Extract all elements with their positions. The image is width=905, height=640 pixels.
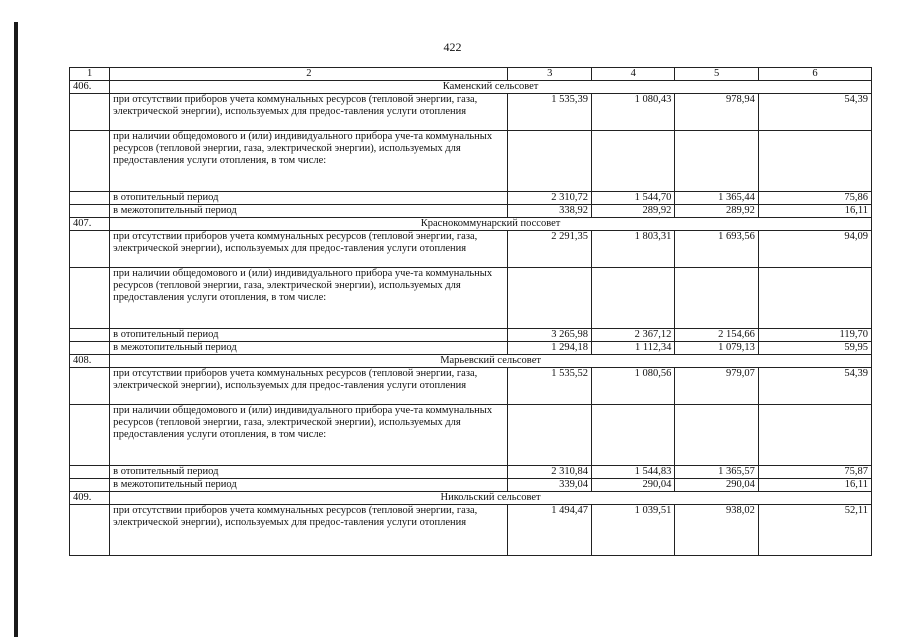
section-number: 406. bbox=[70, 81, 110, 94]
row-number-cell bbox=[70, 231, 110, 268]
row-description: при отсутствии приборов учета коммунальных ресурсов (тепловой энергии, газа, электрической энергии), используемых для предос-тавления услуги отопления bbox=[110, 368, 508, 405]
tariff-value-col-6 bbox=[758, 131, 871, 192]
tariff-value-col-3: 1 494,47 bbox=[508, 505, 591, 556]
table-row bbox=[70, 479, 872, 492]
tariff-value-col-4: 1 112,34 bbox=[591, 342, 674, 355]
page-number: 422 bbox=[443, 40, 462, 54]
tariff-value-col-6: 59,95 bbox=[758, 342, 871, 355]
tariff-value-col-4: 290,04 bbox=[591, 479, 674, 492]
tariff-value-col-6: 94,09 bbox=[758, 231, 871, 268]
column-number-row bbox=[70, 68, 872, 81]
row-number-cell bbox=[70, 342, 110, 355]
tariff-value-col-5: 938,02 bbox=[675, 505, 758, 556]
section-number: 409. bbox=[70, 492, 110, 505]
tariff-value-col-5: 1 365,44 bbox=[675, 192, 758, 205]
row-number-cell bbox=[70, 192, 110, 205]
table-row bbox=[70, 466, 872, 479]
tariff-value-col-5 bbox=[675, 268, 758, 329]
table-row bbox=[70, 342, 872, 355]
row-description: при отсутствии приборов учета коммунальных ресурсов (тепловой энергии, газа, электрической энергии), используемых для предос-тавления услуги отопления bbox=[110, 231, 508, 268]
row-description: в отопительный период bbox=[110, 466, 508, 479]
tariff-value-col-3: 339,04 bbox=[508, 479, 591, 492]
table-row bbox=[70, 368, 872, 405]
row-number-cell bbox=[70, 268, 110, 329]
tariff-value-col-3 bbox=[508, 268, 591, 329]
row-description: при наличии общедомового и (или) индивидуального прибора уче-та коммунальных ресурсов (тепловой энергии, газа, электрической энергии), используемых для предоставления услуги отопления, в том числе: bbox=[110, 405, 508, 466]
table-body bbox=[70, 81, 872, 556]
row-number-cell bbox=[70, 94, 110, 131]
row-number-cell bbox=[70, 466, 110, 479]
tariff-value-col-4 bbox=[591, 131, 674, 192]
tariff-value-col-5 bbox=[675, 131, 758, 192]
table-row bbox=[70, 205, 872, 218]
tariff-value-col-4: 1 080,43 bbox=[591, 94, 674, 131]
tariff-value-col-3: 1 535,39 bbox=[508, 94, 591, 131]
row-number-cell bbox=[70, 368, 110, 405]
section-header-row bbox=[70, 81, 872, 94]
section-number: 407. bbox=[70, 218, 110, 231]
tariff-value-col-5: 2 154,66 bbox=[675, 329, 758, 342]
section-header-row bbox=[70, 355, 872, 368]
tariff-value-col-6: 75,86 bbox=[758, 192, 871, 205]
table-row bbox=[70, 131, 872, 192]
column-header: 4 bbox=[591, 68, 674, 81]
tariff-value-col-3: 2 310,72 bbox=[508, 192, 591, 205]
tariff-value-col-6: 54,39 bbox=[758, 368, 871, 405]
row-description: при наличии общедомового и (или) индивидуального прибора уче-та коммунальных ресурсов (тепловой энергии, газа, электрической энергии), используемых для предоставления услуги отопления, в том числе: bbox=[110, 131, 508, 192]
table-row bbox=[70, 192, 872, 205]
section-title: Никольский сельсовет bbox=[110, 492, 872, 505]
row-description: при отсутствии приборов учета коммунальных ресурсов (тепловой энергии, газа, электрической энергии), используемых для предос-тавления услуги отопления bbox=[110, 94, 508, 131]
section-title: Краснокоммунарский поссовет bbox=[110, 218, 872, 231]
column-header: 3 bbox=[508, 68, 591, 81]
tariff-value-col-4 bbox=[591, 405, 674, 466]
tariff-value-col-5 bbox=[675, 405, 758, 466]
tariff-value-col-6 bbox=[758, 405, 871, 466]
column-header: 5 bbox=[675, 68, 758, 81]
tariff-value-col-5: 979,07 bbox=[675, 368, 758, 405]
tariff-value-col-6: 16,11 bbox=[758, 479, 871, 492]
row-description: в межотопительный период bbox=[110, 479, 508, 492]
table-row bbox=[70, 231, 872, 268]
section-title: Каменский сельсовет bbox=[110, 81, 872, 94]
column-header: 1 bbox=[70, 68, 110, 81]
row-description: в отопительный период bbox=[110, 329, 508, 342]
tariff-value-col-4: 1 803,31 bbox=[591, 231, 674, 268]
tariff-value-col-5: 978,94 bbox=[675, 94, 758, 131]
section-number: 408. bbox=[70, 355, 110, 368]
row-description: в межотопительный период bbox=[110, 342, 508, 355]
row-number-cell bbox=[70, 131, 110, 192]
tariff-value-col-5: 1 079,13 bbox=[675, 342, 758, 355]
tariff-value-col-3: 2 291,35 bbox=[508, 231, 591, 268]
section-header-row bbox=[70, 492, 872, 505]
row-description: в межотопительный период bbox=[110, 205, 508, 218]
tariff-value-col-6 bbox=[758, 268, 871, 329]
table-row bbox=[70, 405, 872, 466]
scan-edge-line bbox=[14, 22, 18, 637]
tariff-value-col-3 bbox=[508, 405, 591, 466]
row-description: при отсутствии приборов учета коммунальных ресурсов (тепловой энергии, газа, электрической энергии), используемых для предос-тавления услуги отопления bbox=[110, 505, 508, 556]
tariff-value-col-6: 75,87 bbox=[758, 466, 871, 479]
tariff-value-col-6: 119,70 bbox=[758, 329, 871, 342]
tariff-value-col-5: 290,04 bbox=[675, 479, 758, 492]
tariff-value-col-3: 338,92 bbox=[508, 205, 591, 218]
row-description: в отопительный период bbox=[110, 192, 508, 205]
tariff-value-col-5: 1 365,57 bbox=[675, 466, 758, 479]
tariff-table bbox=[69, 67, 872, 556]
tariff-value-col-3: 2 310,84 bbox=[508, 466, 591, 479]
row-number-cell bbox=[70, 505, 110, 556]
tariff-value-col-4: 1 039,51 bbox=[591, 505, 674, 556]
column-header: 6 bbox=[758, 68, 871, 81]
tariff-value-col-4: 289,92 bbox=[591, 205, 674, 218]
tariff-value-col-5: 1 693,56 bbox=[675, 231, 758, 268]
row-description: при наличии общедомового и (или) индивидуального прибора уче-та коммунальных ресурсов (тепловой энергии, газа, электрической энергии), используемых для предоставления услуги отопления, в том числе: bbox=[110, 268, 508, 329]
tariff-value-col-6: 52,11 bbox=[758, 505, 871, 556]
row-number-cell bbox=[70, 329, 110, 342]
section-title: Марьевский сельсовет bbox=[110, 355, 872, 368]
tariff-value-col-3: 3 265,98 bbox=[508, 329, 591, 342]
column-header: 2 bbox=[110, 68, 508, 81]
tariff-value-col-4: 1 544,83 bbox=[591, 466, 674, 479]
table-row bbox=[70, 94, 872, 131]
table-row bbox=[70, 329, 872, 342]
row-number-cell bbox=[70, 405, 110, 466]
tariff-value-col-6: 16,11 bbox=[758, 205, 871, 218]
tariff-value-col-4: 1 080,56 bbox=[591, 368, 674, 405]
tariff-value-col-6: 54,39 bbox=[758, 94, 871, 131]
row-number-cell bbox=[70, 205, 110, 218]
tariff-value-col-4: 2 367,12 bbox=[591, 329, 674, 342]
row-number-cell bbox=[70, 479, 110, 492]
tariff-value-col-4 bbox=[591, 268, 674, 329]
tariff-value-col-3: 1 294,18 bbox=[508, 342, 591, 355]
tariff-value-col-5: 289,92 bbox=[675, 205, 758, 218]
table-row bbox=[70, 268, 872, 329]
section-header-row bbox=[70, 218, 872, 231]
tariff-value-col-3: 1 535,52 bbox=[508, 368, 591, 405]
table-row bbox=[70, 505, 872, 556]
tariff-value-col-4: 1 544,70 bbox=[591, 192, 674, 205]
tariff-value-col-3 bbox=[508, 131, 591, 192]
